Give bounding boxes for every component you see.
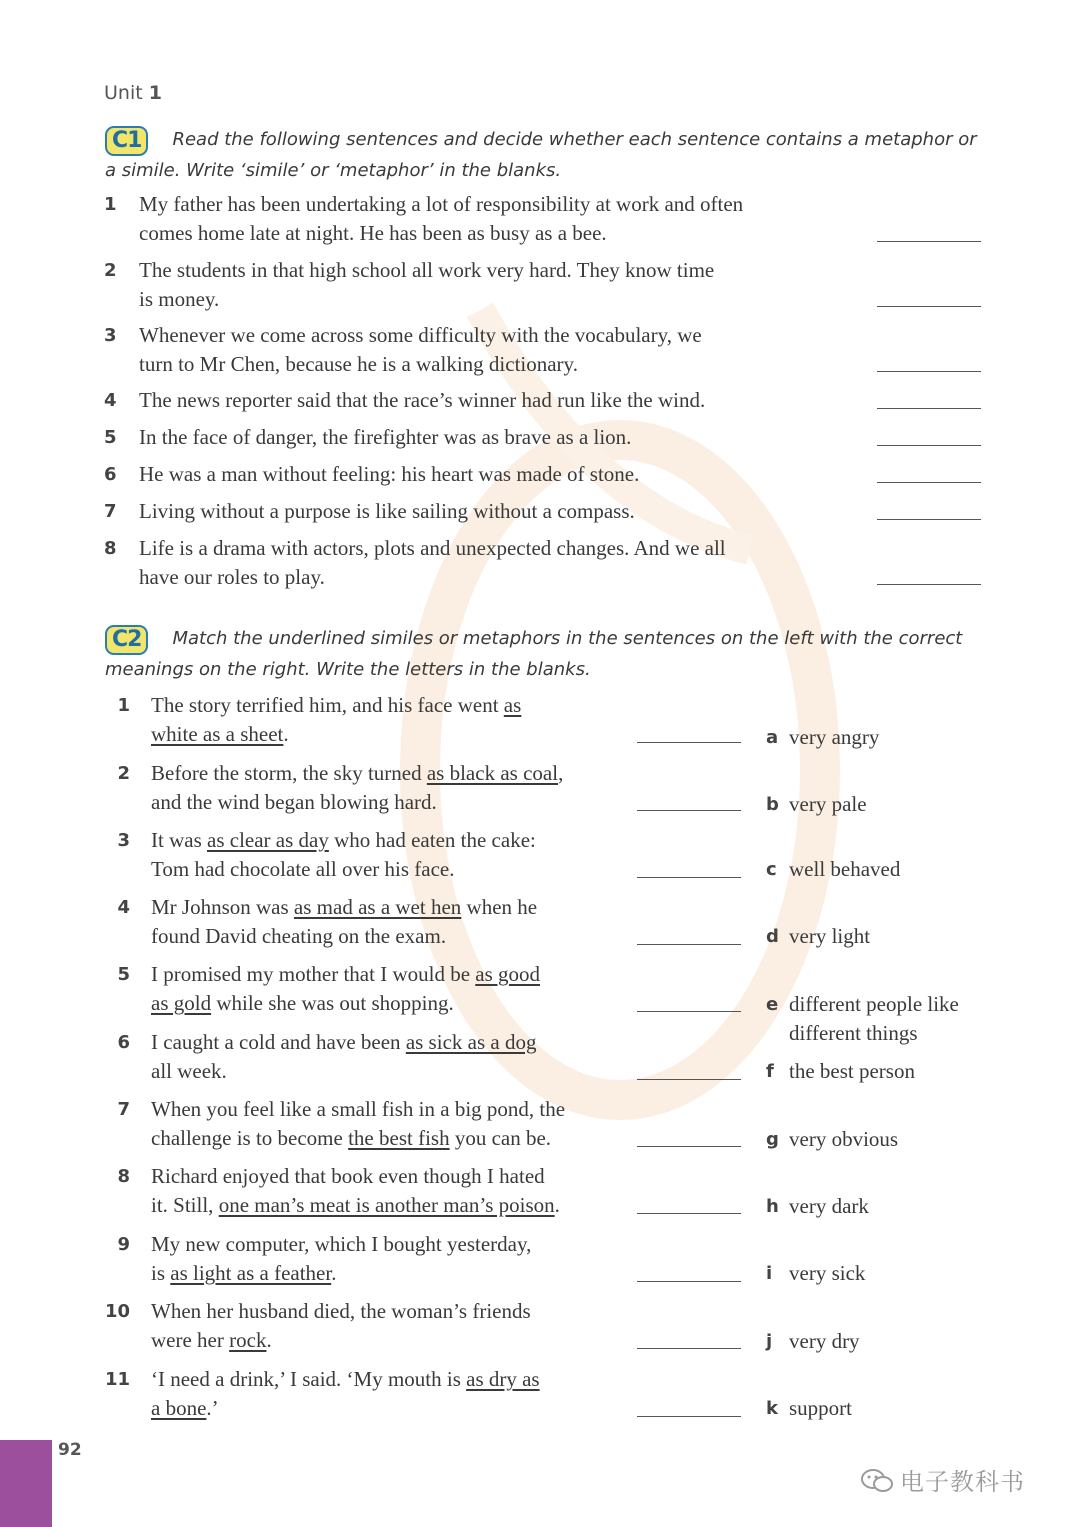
underlined-phrase: white as a sheet: [151, 722, 284, 746]
underlined-phrase: one man’s meat is another man’s poison: [218, 1193, 555, 1217]
watermark: [860, 1462, 1025, 1497]
question-text: My father has been undertaking a lot of responsibility at work and often: [139, 192, 744, 216]
question-text: turn to Mr Chen, because he is a walking dictionary.: [139, 352, 578, 376]
question-text: Tom had chocolate all over his face.: [151, 857, 455, 881]
answer-blank[interactable]: [877, 584, 981, 585]
question-text: while she was out shopping.: [211, 991, 454, 1015]
question-number: 7: [104, 501, 117, 522]
question-number: 4: [117, 897, 130, 918]
question-text: He was a man without feeling: his heart was made of stone.: [139, 462, 640, 486]
question-text: Whenever we come across some difficulty with the vocabulary, we: [139, 323, 702, 347]
unit-label: [104, 82, 162, 104]
question-text: .: [331, 1261, 337, 1285]
question-text: The students in that high school all work very hard. They know time: [139, 258, 715, 282]
option-letter: h: [766, 1196, 779, 1217]
option-letter: k: [766, 1398, 778, 1419]
answer-blank[interactable]: [637, 1416, 741, 1417]
option-meaning: very obvious: [789, 1127, 899, 1151]
option-letter: e: [766, 994, 779, 1015]
question-text: My new computer, which I bought yesterday,: [151, 1232, 532, 1256]
question-text: .: [283, 722, 289, 746]
option-meaning: very sick: [789, 1261, 866, 1285]
question-text: Life is a drama with actors, plots and unexpected changes. And we all: [139, 536, 726, 560]
c2-instruction-text: Match the underlined similes or metaphors in the sentences on the left with the correct meanings on the right. Write the letters in the blanks.: [105, 628, 963, 680]
option-meaning: the best person: [789, 1059, 915, 1083]
question-text: It was: [151, 828, 207, 852]
question-text: ‘I need a drink,’ I said. ‘My mouth is: [151, 1367, 467, 1391]
c2-badge: C2: [105, 625, 148, 655]
option-letter: a: [766, 727, 779, 748]
page-number: 92: [58, 1440, 82, 1460]
question-text: were her: [151, 1328, 230, 1352]
unit-number: 1: [148, 82, 162, 104]
question-number: 2: [104, 260, 117, 281]
underlined-phrase: as clear as day: [207, 828, 329, 852]
answer-blank[interactable]: [877, 306, 981, 307]
option-meaning: different people like different things: [789, 992, 959, 1045]
question-number: 7: [117, 1099, 130, 1120]
question-text: you can be.: [449, 1126, 552, 1150]
answer-blank[interactable]: [877, 445, 981, 446]
question-text: it. Still,: [151, 1193, 219, 1217]
question-text: Living without a purpose is like sailing without a compass.: [139, 499, 635, 523]
option-letter: f: [766, 1061, 774, 1082]
c1-instruction: [105, 125, 985, 186]
answer-blank[interactable]: [637, 944, 741, 945]
question-text: When her husband died, the woman’s friends: [151, 1299, 531, 1323]
option-letter: i: [766, 1263, 773, 1284]
answer-blank[interactable]: [637, 1213, 741, 1214]
question-number: 6: [117, 1032, 130, 1053]
answer-blank[interactable]: [637, 1079, 741, 1080]
option-meaning: very pale: [789, 792, 867, 816]
answer-blank[interactable]: [877, 482, 981, 483]
underlined-phrase: as sick as a dog: [405, 1030, 537, 1054]
c2-instruction: [105, 624, 985, 685]
question-number: 8: [104, 538, 117, 559]
answer-blank[interactable]: [637, 1281, 741, 1282]
option-letter: j: [766, 1331, 773, 1352]
question-text: .: [554, 1193, 560, 1217]
answer-blank[interactable]: [877, 408, 981, 409]
question-text: is money.: [139, 287, 220, 311]
question-text: when he: [461, 895, 538, 919]
question-text: .’: [206, 1396, 219, 1420]
page-color-strip: [0, 1440, 52, 1527]
underlined-phrase: as good: [475, 962, 541, 986]
option-meaning: very angry: [789, 725, 880, 749]
question-number: 8: [117, 1166, 130, 1187]
question-text: challenge is to become: [151, 1126, 349, 1150]
option-letter: d: [766, 926, 779, 947]
wechat-icon: [860, 1468, 894, 1494]
option-letter: b: [766, 794, 779, 815]
underlined-phrase: as gold: [151, 991, 212, 1015]
answer-blank[interactable]: [877, 519, 981, 520]
underlined-phrase: the best fish: [348, 1126, 450, 1150]
option-meaning: well behaved: [789, 857, 901, 881]
underlined-phrase: as light as a feather: [170, 1261, 332, 1285]
question-text: have our roles to play.: [139, 565, 325, 589]
option-meaning: very light: [789, 924, 871, 948]
option-letter: g: [766, 1129, 779, 1150]
question-text: comes home late at night. He has been as busy as a bee.: [139, 221, 607, 245]
c1-badge: C1: [105, 126, 148, 156]
underlined-phrase: a bone: [151, 1396, 207, 1420]
question-text: Richard enjoyed that book even though I hated: [151, 1164, 545, 1188]
question-text: all week.: [151, 1059, 227, 1083]
underlined-phrase: as mad as a wet hen: [293, 895, 462, 919]
option-meaning: support: [789, 1396, 852, 1420]
option-meaning: very dark: [789, 1194, 869, 1218]
question-text: is: [151, 1261, 171, 1285]
question-number: 6: [104, 464, 117, 485]
underlined-phrase: as: [503, 693, 522, 717]
answer-blank[interactable]: [637, 742, 741, 743]
option-meaning: very dry: [789, 1329, 860, 1353]
answer-blank[interactable]: [877, 241, 981, 242]
question-text: ,: [558, 761, 564, 785]
question-text: I promised my mother that I would be: [151, 962, 476, 986]
question-number: 3: [104, 325, 117, 346]
underlined-phrase: as black as coal: [426, 761, 559, 785]
question-text: Mr Johnson was: [151, 895, 294, 919]
answer-blank[interactable]: [877, 371, 981, 372]
option-letter: c: [766, 859, 777, 880]
underlined-phrase: as dry as: [466, 1367, 540, 1391]
question-text: Before the storm, the sky turned: [151, 761, 427, 785]
question-number: 9: [117, 1234, 130, 1255]
question-number: 3: [117, 830, 130, 851]
question-text: and the wind began blowing hard.: [151, 790, 437, 814]
question-number: 11: [104, 1369, 130, 1390]
question-text: The news reporter said that the race’s winner had run like the wind.: [139, 388, 706, 412]
question-text: The story terrified him, and his face went: [151, 693, 504, 717]
question-text: When you feel like a small fish in a big pond, the: [151, 1097, 566, 1121]
answer-blank[interactable]: [637, 810, 741, 811]
question-number: 2: [117, 763, 130, 784]
question-text: I caught a cold and have been: [151, 1030, 406, 1054]
question-number: 1: [104, 194, 117, 215]
question-text: found David cheating on the exam.: [151, 924, 447, 948]
question-number: 5: [104, 427, 117, 448]
underlined-phrase: rock: [229, 1328, 267, 1352]
c1-instruction-text: Read the following sentences and decide whether each sentence contains a metaphor or a simile. Write ‘simile’ or ‘metaphor’ in the blanks.: [105, 129, 977, 181]
question-text: .: [266, 1328, 272, 1352]
watermark-text: 电子教科书: [900, 1468, 1025, 1496]
answer-blank[interactable]: [637, 877, 741, 878]
question-number: 4: [104, 390, 117, 411]
answer-blank[interactable]: [637, 1011, 741, 1012]
question-number: 1: [117, 695, 130, 716]
answer-blank[interactable]: [637, 1348, 741, 1349]
question-text: who had eaten the cake:: [328, 828, 536, 852]
answer-blank[interactable]: [637, 1146, 741, 1147]
question-text: In the face of danger, the firefighter was as brave as a lion.: [139, 425, 632, 449]
question-number: 5: [117, 964, 130, 985]
unit-label-text: Unit: [104, 82, 143, 104]
question-number: 10: [104, 1301, 130, 1322]
